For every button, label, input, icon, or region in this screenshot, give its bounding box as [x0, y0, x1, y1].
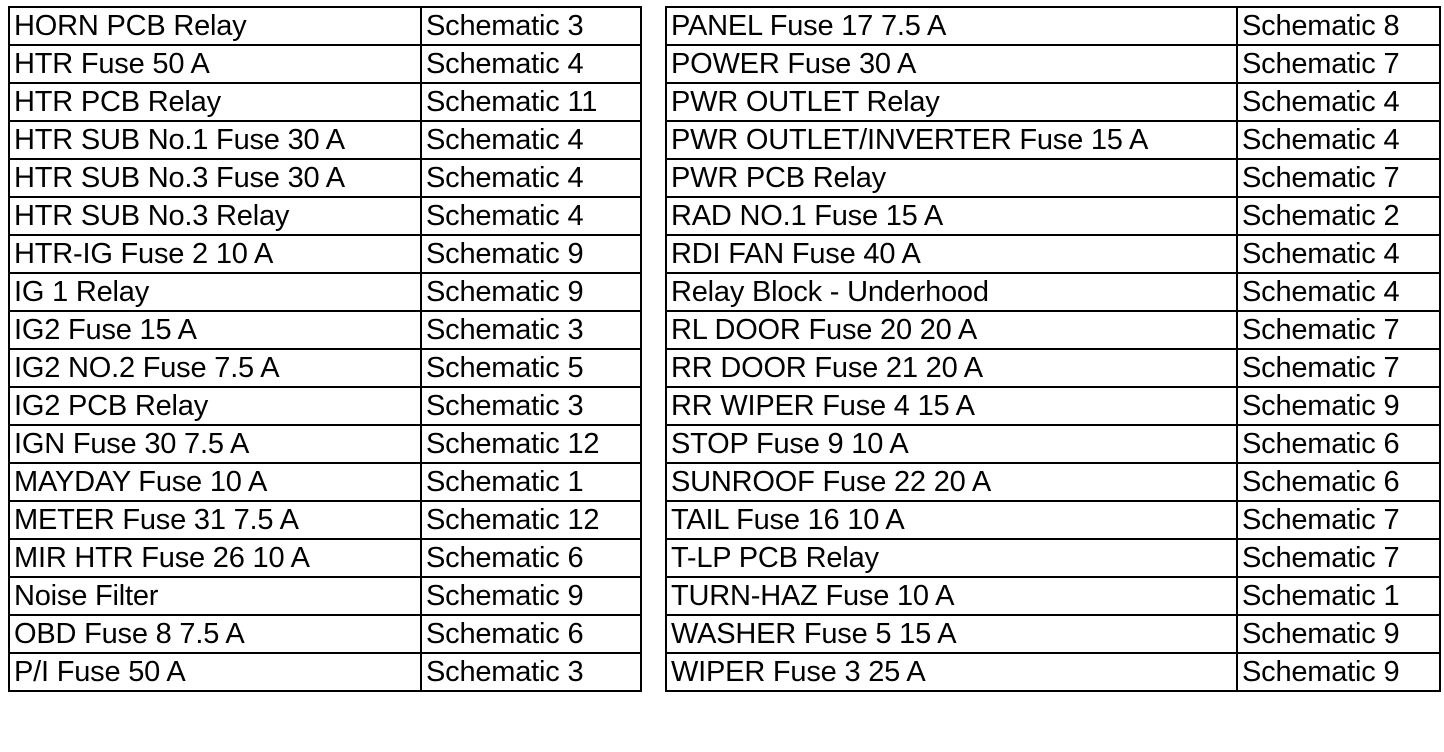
- table-row: [666, 83, 1440, 121]
- component-name-cell: RDI FAN Fuse 40 A: [666, 235, 1237, 273]
- table-row: [666, 159, 1440, 197]
- schematic-reference-cell: Schematic 12: [421, 425, 641, 463]
- component-name-cell: HTR-IG Fuse 2 10 A: [9, 235, 421, 273]
- table-row: [9, 45, 641, 83]
- component-name-cell: HORN PCB Relay: [9, 7, 421, 45]
- component-name-cell: RL DOOR Fuse 20 20 A: [666, 311, 1237, 349]
- schematic-reference-cell: Schematic 6: [1237, 425, 1440, 463]
- table-row: [9, 311, 641, 349]
- table-row: [9, 159, 641, 197]
- schematic-reference-cell: Schematic 1: [1237, 577, 1440, 615]
- component-name-cell: METER Fuse 31 7.5 A: [9, 501, 421, 539]
- table-row: [9, 425, 641, 463]
- table-body-right: [666, 7, 1440, 691]
- table-row: [666, 45, 1440, 83]
- table-row: [9, 83, 641, 121]
- table-row: [666, 7, 1440, 45]
- component-name-cell: IG2 PCB Relay: [9, 387, 421, 425]
- schematic-reference-cell: Schematic 9: [1237, 615, 1440, 653]
- component-name-cell: HTR SUB No.1 Fuse 30 A: [9, 121, 421, 159]
- component-name-cell: IGN Fuse 30 7.5 A: [9, 425, 421, 463]
- schematic-reference-cell: Schematic 4: [1237, 83, 1440, 121]
- table-row: [666, 273, 1440, 311]
- schematic-reference-cell: Schematic 6: [1237, 463, 1440, 501]
- component-name-cell: MIR HTR Fuse 26 10 A: [9, 539, 421, 577]
- schematic-reference-cell: Schematic 3: [421, 311, 641, 349]
- table-row: [9, 577, 641, 615]
- table-row: [666, 349, 1440, 387]
- component-name-cell: MAYDAY Fuse 10 A: [9, 463, 421, 501]
- table-row: [9, 121, 641, 159]
- component-name-cell: STOP Fuse 9 10 A: [666, 425, 1237, 463]
- schematic-reference-cell: Schematic 9: [1237, 387, 1440, 425]
- schematic-reference-cell: Schematic 4: [421, 197, 641, 235]
- schematic-reference-cell: Schematic 7: [1237, 539, 1440, 577]
- table-row: [9, 235, 641, 273]
- schematic-reference-cell: Schematic 3: [421, 7, 641, 45]
- component-name-cell: RR DOOR Fuse 21 20 A: [666, 349, 1237, 387]
- component-name-cell: IG2 Fuse 15 A: [9, 311, 421, 349]
- component-name-cell: SUNROOF Fuse 22 20 A: [666, 463, 1237, 501]
- schematic-reference-cell: Schematic 4: [1237, 121, 1440, 159]
- component-name-cell: Noise Filter: [9, 577, 421, 615]
- component-name-cell: HTR Fuse 50 A: [9, 45, 421, 83]
- table-row: [9, 349, 641, 387]
- table-row: [666, 197, 1440, 235]
- component-name-cell: HTR SUB No.3 Relay: [9, 197, 421, 235]
- schematic-reference-cell: Schematic 6: [421, 615, 641, 653]
- component-name-cell: RAD NO.1 Fuse 15 A: [666, 197, 1237, 235]
- component-name-cell: PANEL Fuse 17 7.5 A: [666, 7, 1237, 45]
- component-name-cell: WASHER Fuse 5 15 A: [666, 615, 1237, 653]
- component-index-table-left: [8, 6, 642, 692]
- schematic-reference-cell: Schematic 9: [421, 273, 641, 311]
- table-row: [666, 501, 1440, 539]
- table-row: [9, 7, 641, 45]
- table-row: [666, 121, 1440, 159]
- schematic-reference-cell: Schematic 9: [421, 577, 641, 615]
- schematic-reference-cell: Schematic 7: [1237, 159, 1440, 197]
- schematic-reference-cell: Schematic 4: [421, 159, 641, 197]
- schematic-reference-cell: Schematic 11: [421, 83, 641, 121]
- table-row: [666, 235, 1440, 273]
- table-row: [666, 539, 1440, 577]
- schematic-reference-cell: Schematic 9: [1237, 653, 1440, 691]
- table-row: [666, 615, 1440, 653]
- table-row: [9, 387, 641, 425]
- table-row: [666, 577, 1440, 615]
- component-name-cell: WIPER Fuse 3 25 A: [666, 653, 1237, 691]
- schematic-reference-cell: Schematic 5: [421, 349, 641, 387]
- table-row: [9, 653, 641, 691]
- component-name-cell: Relay Block - Underhood: [666, 273, 1237, 311]
- table-row: [9, 197, 641, 235]
- component-name-cell: OBD Fuse 8 7.5 A: [9, 615, 421, 653]
- schematic-reference-cell: Schematic 4: [421, 45, 641, 83]
- component-name-cell: T-LP PCB Relay: [666, 539, 1237, 577]
- component-name-cell: RR WIPER Fuse 4 15 A: [666, 387, 1237, 425]
- component-name-cell: IG 1 Relay: [9, 273, 421, 311]
- schematic-reference-cell: Schematic 7: [1237, 501, 1440, 539]
- schematic-reference-cell: Schematic 4: [421, 121, 641, 159]
- table-row: [9, 615, 641, 653]
- schematic-reference-cell: Schematic 7: [1237, 45, 1440, 83]
- table-row: [9, 501, 641, 539]
- component-name-cell: TAIL Fuse 16 10 A: [666, 501, 1237, 539]
- table-row: [666, 311, 1440, 349]
- schematic-reference-cell: Schematic 3: [421, 653, 641, 691]
- schematic-reference-cell: Schematic 8: [1237, 7, 1440, 45]
- table-row: [9, 273, 641, 311]
- schematic-reference-cell: Schematic 7: [1237, 311, 1440, 349]
- component-name-cell: PWR PCB Relay: [666, 159, 1237, 197]
- table-row: [666, 463, 1440, 501]
- component-name-cell: IG2 NO.2 Fuse 7.5 A: [9, 349, 421, 387]
- component-index-table-right: [665, 6, 1441, 692]
- table-body-left: [9, 7, 641, 691]
- component-name-cell: HTR PCB Relay: [9, 83, 421, 121]
- table-row: [666, 387, 1440, 425]
- schematic-reference-cell: Schematic 12: [421, 501, 641, 539]
- schematic-reference-cell: Schematic 4: [1237, 235, 1440, 273]
- schematic-reference-cell: Schematic 7: [1237, 349, 1440, 387]
- table-row: [666, 653, 1440, 691]
- schematic-reference-cell: Schematic 1: [421, 463, 641, 501]
- schematic-reference-cell: Schematic 3: [421, 387, 641, 425]
- schematic-reference-cell: Schematic 9: [421, 235, 641, 273]
- schematic-reference-cell: Schematic 4: [1237, 273, 1440, 311]
- table-row: [9, 539, 641, 577]
- table-row: [9, 463, 641, 501]
- component-name-cell: POWER Fuse 30 A: [666, 45, 1237, 83]
- table-row: [666, 425, 1440, 463]
- component-name-cell: TURN-HAZ Fuse 10 A: [666, 577, 1237, 615]
- schematic-reference-cell: Schematic 6: [421, 539, 641, 577]
- component-name-cell: PWR OUTLET Relay: [666, 83, 1237, 121]
- component-name-cell: PWR OUTLET/INVERTER Fuse 15 A: [666, 121, 1237, 159]
- component-name-cell: P/I Fuse 50 A: [9, 653, 421, 691]
- component-name-cell: HTR SUB No.3 Fuse 30 A: [9, 159, 421, 197]
- schematic-reference-cell: Schematic 2: [1237, 197, 1440, 235]
